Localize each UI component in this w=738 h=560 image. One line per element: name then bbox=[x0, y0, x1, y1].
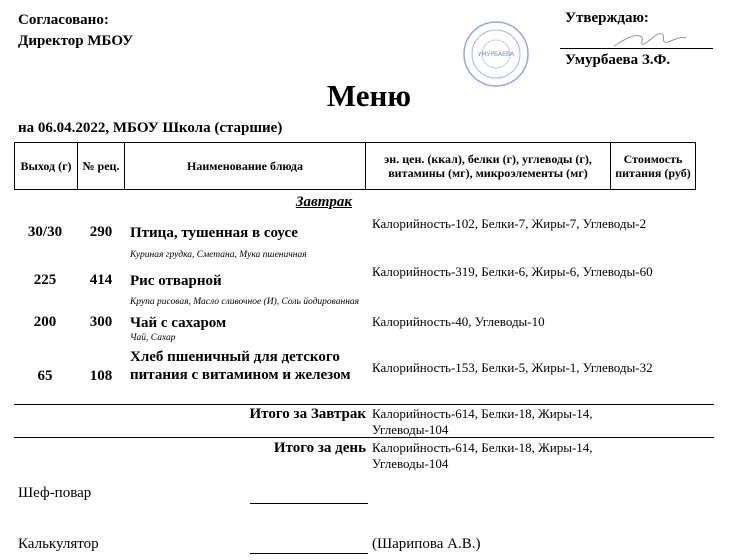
item-output: 30/30 bbox=[27, 224, 63, 240]
item-nutrition: Калорийность-102, Белки-7, Жиры-7, Углеводы-2 bbox=[372, 216, 647, 231]
item-name: Рис отварной bbox=[130, 273, 222, 289]
signature-line bbox=[560, 48, 713, 49]
item-nutrition: Калорийность-40, Углеводы-10 bbox=[372, 314, 545, 329]
page-title: Меню bbox=[326, 78, 412, 113]
item-ingredients: Крупа рисовая, Масло сливочное (И), Соль йодированная bbox=[130, 297, 360, 307]
total-breakfast-nutrition: Калорийность-614, Белки-18, Жиры-14, Углеводы-104 bbox=[372, 406, 593, 437]
item-recipe: 300 bbox=[89, 314, 113, 330]
item-nutrition: Калорийность-319, Белки-6, Жиры-6, Углеводы-60 bbox=[372, 264, 653, 279]
item-output: 225 bbox=[33, 272, 57, 288]
item-output: 65 bbox=[37, 368, 53, 384]
item-recipe: 290 bbox=[89, 224, 113, 240]
confirm-label: Утверждаю: bbox=[565, 10, 649, 26]
item-name: Чай с сахаром bbox=[130, 315, 227, 331]
col-cost: Стоимость питания (руб) bbox=[611, 143, 696, 190]
total-breakfast-label: Итого за Завтрак bbox=[249, 406, 366, 422]
col-recipe: № рец. bbox=[78, 143, 125, 190]
item-output: 200 bbox=[33, 314, 57, 330]
calc-label: Калькулятор bbox=[18, 536, 99, 552]
signature-icon bbox=[610, 28, 690, 50]
item-ingredients: Чай, Сахар bbox=[130, 333, 176, 343]
divider bbox=[14, 437, 714, 438]
calc-signature-line bbox=[250, 553, 368, 554]
total-day-label: Итого за день bbox=[273, 440, 366, 456]
approval-block bbox=[18, 10, 133, 52]
item-recipe: 108 bbox=[89, 368, 113, 384]
item-name: Птица, тушенная в соусе bbox=[130, 225, 298, 241]
item-recipe: 414 bbox=[89, 272, 113, 288]
item-name: Хлеб пшеничный для детского питания с витамином и железом bbox=[130, 349, 351, 383]
item-nutrition: Калорийность-153, Белки-5, Жиры-1, Углеводы-32 bbox=[372, 360, 653, 375]
approver-name: Умурбаева З.Ф. bbox=[565, 52, 671, 68]
col-nutrition: эн. цен. (ккал), белки (г), углеводы (г), витамины (мг), микроэлементы (мг) bbox=[366, 143, 611, 190]
approved-label: Согласовано: bbox=[18, 12, 109, 28]
stamp-text: УМУРБАЕВА bbox=[477, 51, 515, 58]
chef-label: Шеф-повар bbox=[18, 485, 92, 501]
menu-subtitle: на 06.04.2022, МБОУ Школа (старшие) bbox=[18, 120, 283, 136]
calc-name: (Шарипова А.В.) bbox=[372, 536, 481, 552]
menu-table-header bbox=[14, 142, 696, 190]
total-day-nutrition: Калорийность-614, Белки-18, Жиры-14, Углеводы-104 bbox=[372, 440, 593, 471]
divider bbox=[14, 404, 714, 405]
director-label: Директор МБОУ bbox=[18, 33, 134, 49]
col-output: Выход (г) bbox=[15, 143, 78, 190]
item-ingredients: Куриная грудка, Сметана, Мука пшеничная bbox=[130, 250, 307, 260]
col-dish: Наименование блюда bbox=[125, 143, 366, 190]
section-title: Завтрак bbox=[295, 194, 352, 210]
chef-signature-line bbox=[250, 503, 368, 504]
